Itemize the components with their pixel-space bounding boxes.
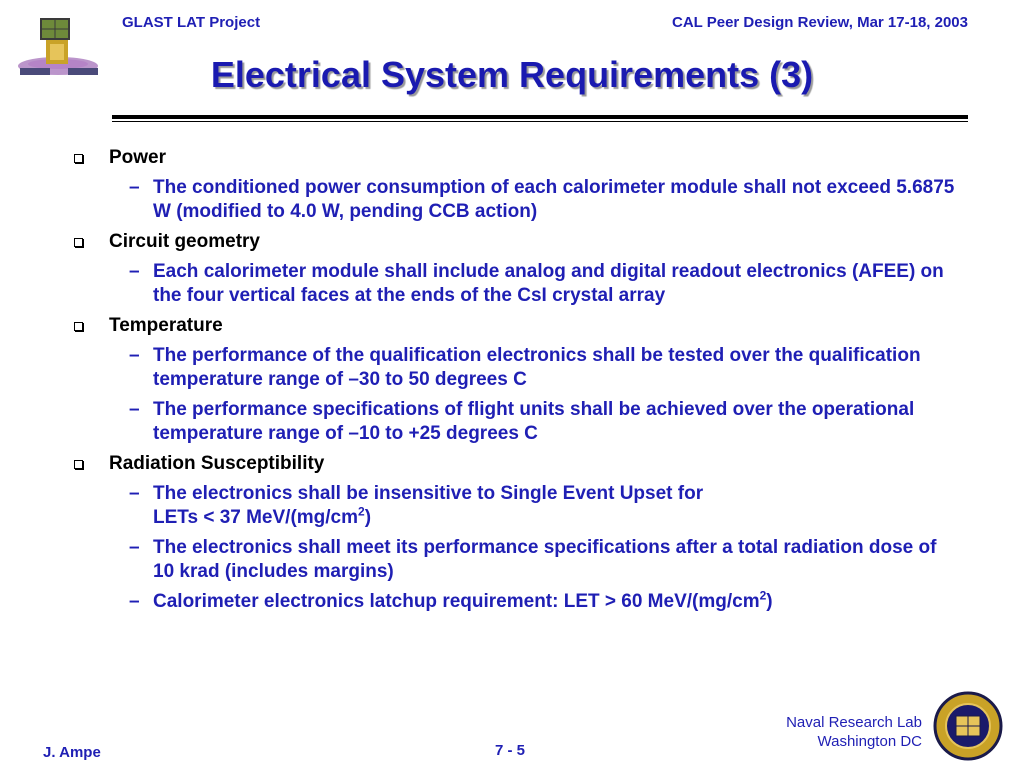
- dash-bullet-icon: –: [129, 483, 140, 504]
- item-text: The performance of the qualification electronics shall be tested over the qualification temperature range of –30 to 50 degrees C: [153, 345, 921, 390]
- header-project: GLAST LAT Project: [122, 14, 261, 31]
- section-heading: Radiation Susceptibility: [109, 453, 325, 474]
- item-text: The conditioned power consumption of each calorimeter module shall not exceed 5.6875 W (modified to 4.0 W, pending CCB action): [153, 177, 955, 222]
- naval-research-lab-seal: [926, 690, 1010, 762]
- item-text: Each calorimeter module shall include analog and digital readout electronics (AFEE) on the four vertical faces at the ends of the CsI crystal array: [153, 261, 944, 306]
- list-item: [70, 176, 970, 224]
- section-power: [70, 146, 970, 170]
- section-heading: Power: [109, 147, 167, 168]
- dash-bullet-icon: –: [129, 345, 140, 366]
- slide-title: Electrical System Requirements (3): [210, 54, 814, 95]
- square-bullet-icon: [74, 322, 83, 331]
- list-item: [70, 590, 970, 614]
- page-number: 7 - 5: [495, 742, 526, 759]
- list-item: [70, 344, 970, 392]
- item-text: Calorimeter electronics latchup requirement: LET > 60 MeV/(mg/cm: [153, 591, 760, 612]
- square-bullet-icon: [74, 238, 83, 247]
- dash-bullet-icon: –: [129, 177, 140, 198]
- section-circuit-geometry: [70, 230, 970, 254]
- org-line2: Washington DC: [817, 733, 922, 750]
- item-text-line2: LETs < 37 MeV/(mg/cm: [153, 507, 359, 528]
- item-text-suffix: ): [766, 591, 773, 612]
- requirements-list: [70, 146, 970, 620]
- title-rule: [112, 115, 968, 119]
- section-heading: Temperature: [109, 315, 223, 336]
- item-text: The electronics shall meet its performance specifications after a total radiation dose of 10 krad (includes margins): [153, 537, 937, 582]
- square-bullet-icon: [74, 154, 83, 163]
- footer-author: J. Ampe: [43, 744, 101, 761]
- section-radiation: [70, 452, 970, 476]
- item-text: The performance specifications of flight units shall be achieved over the operational temperature range of –10 to +25 degrees C: [153, 399, 915, 444]
- section-heading: Circuit geometry: [109, 231, 260, 252]
- superscript: 2: [759, 588, 767, 603]
- org-line1: Naval Research Lab: [786, 714, 922, 731]
- dash-bullet-icon: –: [129, 261, 140, 282]
- dash-bullet-icon: –: [129, 591, 140, 612]
- item-text-line1: The electronics shall be insensitive to Single Event Upset for: [153, 483, 704, 504]
- dash-bullet-icon: –: [129, 537, 140, 558]
- list-item: [70, 482, 970, 530]
- title-rule-thin: [112, 121, 968, 122]
- square-bullet-icon: [74, 460, 83, 469]
- footer-organization: [786, 713, 922, 751]
- section-temperature: [70, 314, 970, 338]
- list-item: [70, 536, 970, 584]
- superscript: 2: [358, 504, 365, 519]
- dash-bullet-icon: –: [129, 399, 140, 420]
- item-text-suffix: ): [364, 507, 372, 528]
- list-item: [70, 260, 970, 308]
- header-event: CAL Peer Design Review, Mar 17-18, 2003: [672, 14, 968, 31]
- list-item: [70, 398, 970, 446]
